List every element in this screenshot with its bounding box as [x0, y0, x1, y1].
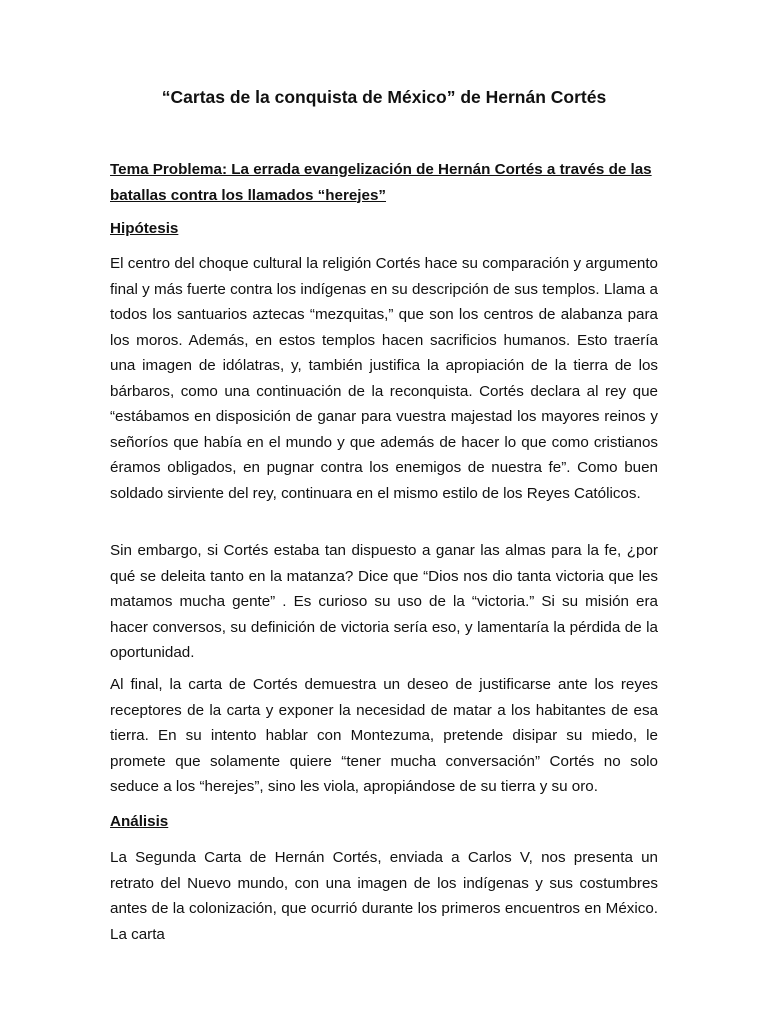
document-title: “Cartas de la conquista de México” de Hernán Cortés — [161, 87, 607, 107]
hipotesis-paragraph-2: Sin embargo, si Cortés estaba tan dispuesto a ganar las almas para la fe, ¿por qué se deleita tanto en la matanza? Dice que “Dios nos dio tanta victoria que les matamos mucha gente” . Es curioso su uso de la “victoria.” Si su misión era hacer conversos, su definición de victoria sería eso, y lamentaría la pérdida de la oportunidad. — [110, 542, 658, 661]
analisis-heading: Análisis — [110, 813, 169, 830]
hipotesis-paragraph-3: Al final, la carta de Cortés demuestra un deseo de justificarse ante los reyes receptores de la carta y exponer la necesidad de matar a los habitantes de esa tierra. En su intento hablar con Montezuma, pretende disipar su miedo, le promete que solamente quiere “tener mucha conversación” Cortés no solo seduce a los “herejes”, sino les viola, apropiándose de su tierra y su oro. — [110, 676, 658, 795]
tema-problema-heading: Tema Problema: La errada evangelización de Hernán Cortés a través de las batallas contra los llamados “herejes” — [110, 161, 652, 204]
hipotesis-paragraph-1: El centro del choque cultural la religión Cortés hace su comparación y argumento final y más fuerte contra los indígenas en su descripción de sus templos. Llama a todos los santuarios aztecas “mezquitas,” que son los centros de alabanza para los moros. Además, en estos templos hacen sacrificios humanos. Esto traería una imagen de idólatras, y, también justifica la apropiación de la tierra de los bárbaros, como una continuación de la reconquista. Cortés declara al rey que “estábamos en disposición de ganar para vuestra majestad los mayores reinos y señoríos que había en el mundo y que además de hacer lo que como cristianos éramos obligados, en pugnar contra los enemigos de nuestra fe”. Como buen soldado sirviente del rey, continuara en el mismo estilo de los Reyes Católicos. — [110, 255, 658, 502]
analisis-paragraph: La Segunda Carta de Hernán Cortés, enviada a Carlos V, nos presenta un retrato del Nuevo mundo, con una imagen de los indígenas y sus costumbres antes de la colonización, que ocurrió durante los primeros encuentros en México. La carta — [110, 849, 658, 943]
hipotesis-heading: Hipótesis — [110, 220, 179, 237]
